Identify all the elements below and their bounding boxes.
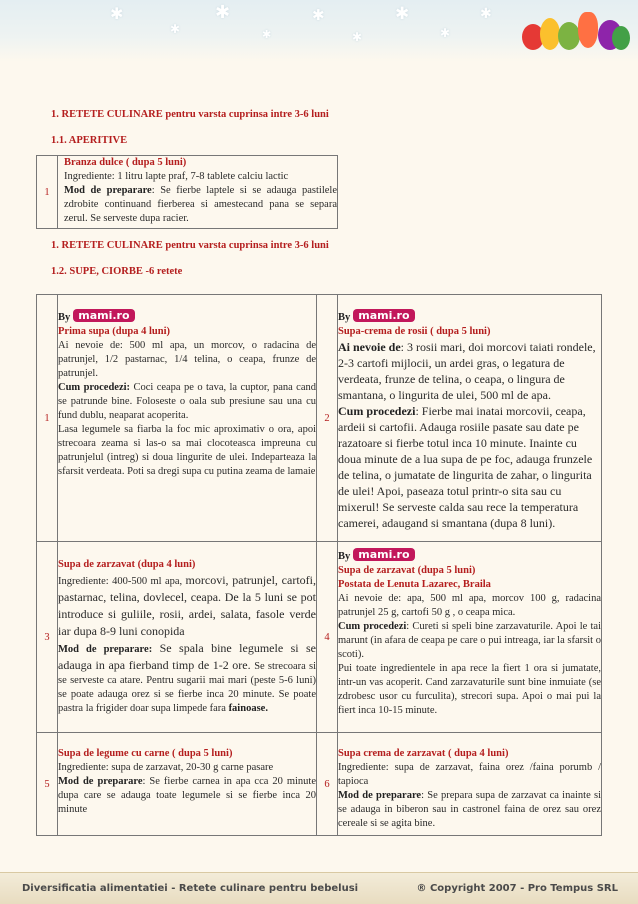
recipe-method: Cum procedezi: Fierbe mai inatai morcovii, ceapa, ardeii si cartofii. Adauga rosiile pasate sau date pe razatoare si fierbe totul inca 10 minute. Inainte cu doua minute de a lua supa de pe foc, adauga frunzele de telina, o jumatate de lingurita de zahar, o lingurita de ulei! Apoi, paseaza totul printr-o sita sau cu mixerul! Se serveste calda sau rece la temperatura camerei, adaugand si smantana (dupa 8 luni). — [338, 404, 593, 530]
vegetables-illustration — [514, 4, 634, 56]
aperitive-table — [36, 155, 338, 229]
recipe-2 — [338, 295, 602, 542]
mami-logo: mami.ro — [353, 309, 414, 322]
recipe-6 — [338, 733, 602, 836]
recipe-method: Mod de preparare: Se fierbe laptele si se adauga pastilele zdrobite continuand fierberea si amestecand pana se separa zerul. Se serveste dupa racier. — [64, 185, 337, 224]
footer-copyright: ® Copyright 2007 - Pro Tempus SRL — [416, 883, 618, 894]
row-number: 4 — [317, 542, 338, 733]
footer-title: Diversificatia alimentatiei - Retete culinare pentru bebelusi — [22, 883, 359, 894]
recipe-ingredients: Ai nevoie de: 3 rosii mari, doi morcovi taiati rondele, 2-3 cartofi mijlocii, un ardei gras, o legatura de verdeata, frunze de telina, o ceapa, o lingura de smantana, o lingurita de ulei, 500 ml de apa. — [338, 340, 596, 402]
recipe-method: Mod de preparare: Se fierbe carnea in apa cca 20 minute dupa care se adauga toate legumele si se fierbe inca 20 minute — [58, 776, 316, 815]
recipe-ingredients: Ingrediente: 400-500 ml apa, morcovi, patrunjel, cartofi, pastarnac, telina, dovlecel, ceapa. De la 5 luni se pot introduce si guliile, rosii, ardei, salata, fasole verde iar dupa 8-9 luni conopida — [58, 573, 316, 638]
recipe-3 — [58, 542, 317, 733]
snowflake-icon: ✱ — [170, 22, 181, 36]
snowflake-icon: ✱ — [440, 26, 451, 40]
recipe-title: Supa de zarzavat (dupa 5 luni) — [338, 565, 476, 576]
mami-logo: mami.ro — [353, 548, 414, 561]
recipe-text: Lasa legumele sa fiarba la foc mic aproximativ o ora, apoi strecoara zeama si las-o sa mai clocoteasca impreuna cu patrunjelul (intreg) si doua lingurite de ulei. Indeparteaza la sfarsit verdeata. Poti sa dregi supa cu putina zeama de lamaie — [58, 424, 316, 477]
soups-table — [36, 294, 602, 836]
recipe-title: Prima supa (dupa 4 luni) — [58, 326, 171, 337]
recipe-ingredients: Ai nevoie de: 500 ml apa, un morcov, o radacina de patrunjel, 1/2 pastarnac, 1/4 telina, o ceapa, frunze de patrunjel. — [58, 340, 316, 379]
subsection-heading: 1.1. APERITIVE — [51, 135, 128, 146]
byline: By mami.ro — [58, 309, 316, 325]
snowflake-icon: ✱ — [110, 4, 124, 23]
recipe-title: Supa-crema de rosii ( dupa 5 luni) — [338, 326, 491, 337]
recipe-text: Pui toate ingredientele in apa rece la fiert 1 ora si jumatate, intr-un vas acoperit. Cand zarzavaturile sunt bine inmuiate (se zdrobesc usor cu furculita), strecori supa. Apoi o mai pui la fiert inca 10-15 minute. — [338, 663, 601, 716]
recipe-5 — [58, 733, 317, 836]
row-number: 6 — [317, 733, 338, 836]
header-decoration — [0, 0, 638, 62]
snowflake-icon: ✱ — [395, 4, 410, 24]
snowflake-icon: ✱ — [352, 30, 363, 44]
recipe-ingredients: Ai nevoie de: apa, 500 ml apa, morcov 100 g, radacina patrunjel 25 g, cartofi 50 g , o ceapa mica. — [338, 593, 601, 618]
recipe-ingredients: Ingrediente: supa de zarzavat, faina orez /faina porumb / tapioca — [338, 762, 601, 787]
byline: By mami.ro — [338, 309, 601, 325]
recipe-4 — [338, 542, 602, 733]
recipe-title: Supa crema de zarzavat ( dupa 4 luni) — [338, 748, 509, 759]
recipe-ingredients: Ingrediente: supa de zarzavat, 20-30 g carne pasare — [58, 762, 274, 773]
subsection-heading: 1.2. SUPE, CIORBE -6 retete — [51, 266, 183, 277]
mami-logo: mami.ro — [73, 309, 134, 322]
snowflake-icon: ✱ — [480, 6, 492, 22]
recipe-title: Supa de legume cu carne ( dupa 5 luni) — [58, 748, 233, 759]
snowflake-icon: ✱ — [262, 28, 272, 41]
row-number: 2 — [317, 295, 338, 542]
page-footer — [0, 872, 638, 904]
snowflake-icon: ✱ — [312, 6, 325, 24]
recipe-method: Mod de preparare: Se prepara supa de zarzavat ca inainte si se adauga in biberon sau in castronel faina de orez sau orez cereale si se agita bine. — [338, 790, 601, 829]
recipe-author: Postata de Lenuta Lazarec, Braila — [338, 579, 491, 590]
aperitive-recipe — [58, 156, 338, 229]
section-heading: 1. RETETE CULINARE pentru varsta cuprinsa intre 3-6 luni — [51, 240, 329, 251]
row-number: 1 — [37, 156, 58, 229]
recipe-title: Supa de zarzavat (dupa 4 luni) — [58, 559, 196, 570]
row-number: 3 — [37, 542, 58, 733]
recipe-title: Branza dulce ( dupa 5 luni) — [64, 157, 187, 168]
recipe-1 — [58, 295, 317, 542]
row-number: 1 — [37, 295, 58, 542]
row-number: 5 — [37, 733, 58, 836]
section-heading: 1. RETETE CULINARE pentru varsta cuprinsa intre 3-6 luni — [51, 109, 329, 120]
snowflake-icon: ✱ — [215, 2, 231, 23]
recipe-ingredients: Ingrediente: 1 litru lapte praf, 7-8 tablete calciu lactic — [64, 171, 289, 182]
recipe-method: Cum procedezi: Coci ceapa pe o tava, la cuptor, pana cand se patrunde bine. Foloseste o oala sub presiune sau una cu fund dublu, neaparat acoperita. — [58, 382, 317, 421]
recipe-method: Cum procedezi: Cureti si speli bine zarzavaturile. Apoi le tai marunt (in afara de ceapa pe care o pui intreaga, iar la sfarsit o scoti). — [338, 621, 601, 660]
recipe-method: Mod de preparare: Se spala bine legumele si se adauga in apa fierband timp de 1-2 ore. Se strecoara si se serveste ca atare. Pentru sugarii mai mari (peste 5-6 luni) se poate adauga orez si se fierbe inca 20 minute. Se poate pastra la frigider doar supa limpede fara fainoase. — [58, 641, 316, 714]
byline: By mami.ro — [338, 548, 601, 564]
